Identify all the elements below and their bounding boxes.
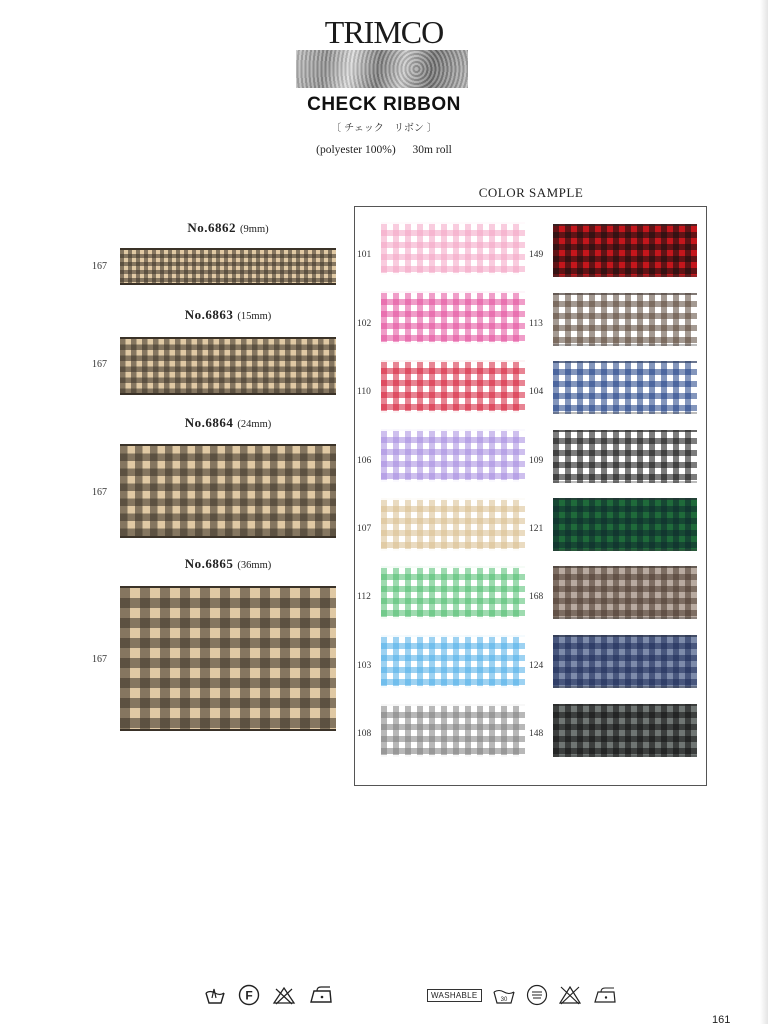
swatch-109: [553, 430, 697, 483]
product-width: (24mm): [237, 419, 272, 430]
page-number: 161: [712, 1014, 731, 1026]
swatch-101: [381, 222, 525, 275]
roll-text: 30m roll: [412, 144, 452, 156]
dry-clean-circle-icon: [526, 984, 548, 1006]
product-code: 167: [92, 359, 107, 370]
svg-text:30: 30: [500, 997, 507, 1003]
swatch-code: 113: [529, 319, 543, 329]
svg-text:F: F: [245, 988, 253, 1003]
swatch-code: 106: [357, 456, 372, 466]
swatch-code: 104: [529, 387, 544, 397]
ribbon-6865: [120, 586, 336, 731]
product-width: (9mm): [240, 224, 269, 235]
no-tumble-icon: [558, 984, 582, 1006]
product-code: 167: [92, 487, 107, 498]
product-width: (15mm): [237, 311, 272, 322]
swatch-107: [381, 498, 525, 551]
swatch-103: [381, 635, 525, 688]
care-symbols-left: [204, 984, 334, 1006]
swatch-code: 148: [529, 729, 544, 739]
color-sample-heading: COLOR SAMPLE: [478, 185, 584, 200]
swatch-149: [553, 224, 697, 277]
product-number: No.6865: [184, 556, 234, 571]
ribbon-6862: [120, 248, 336, 285]
material-text: (polyester 100%): [316, 144, 396, 156]
swatch-168: [553, 566, 697, 619]
wash-30-icon: [492, 985, 516, 1005]
swatch-code: 108: [357, 729, 372, 739]
product-title: [120, 415, 336, 431]
swatch-code: 121: [529, 524, 544, 534]
ribbon-6864: [120, 444, 336, 538]
care-symbols-right: [427, 984, 618, 1006]
product-width: (36mm): [237, 560, 272, 571]
product-number: No.6863: [184, 307, 234, 322]
swatch-code: 107: [357, 524, 372, 534]
swatch-102: [381, 291, 525, 344]
ribbon-6863: [120, 337, 336, 395]
page-subtitle-jp: 〔 チェック リボン 〕: [330, 123, 438, 134]
hero-image: [296, 50, 468, 88]
product-number: No.6862: [187, 220, 237, 235]
no-bleach-icon: [272, 985, 296, 1005]
swatch-code: 102: [357, 319, 372, 329]
swatch-104: [553, 361, 697, 414]
hand-wash-icon: [204, 985, 226, 1005]
product-number: No.6864: [184, 415, 234, 430]
swatch-code: 101: [357, 250, 372, 260]
swatch-code: 149: [529, 250, 544, 260]
product-code: 167: [92, 261, 107, 272]
swatch-113: [553, 293, 697, 346]
swatch-108: [381, 704, 525, 757]
brand-logo: TRIMCO: [324, 14, 444, 50]
iron-icon: [592, 985, 618, 1005]
swatch-code: 112: [357, 592, 371, 602]
swatch-code: 124: [529, 661, 544, 671]
product-title: [120, 556, 336, 572]
swatch-code: 109: [529, 456, 544, 466]
washable-icon: WASHABLE: [427, 989, 482, 1002]
product-title: [120, 307, 336, 323]
product-code: 167: [92, 654, 107, 665]
swatch-code: 103: [357, 661, 372, 671]
product-title: [120, 220, 336, 236]
swatch-124: [553, 635, 697, 688]
swatch-code: 168: [529, 592, 544, 602]
spec-line: [0, 144, 768, 156]
swatch-112: [381, 566, 525, 619]
swatch-148: [553, 704, 697, 757]
swatch-106: [381, 429, 525, 482]
page-title: CHECK RIBBON: [307, 94, 461, 115]
iron-low-icon: [308, 985, 334, 1005]
dry-clean-f-icon: [238, 984, 260, 1006]
swatch-110: [381, 360, 525, 413]
swatch-121: [553, 498, 697, 551]
swatch-code: 110: [357, 387, 371, 397]
